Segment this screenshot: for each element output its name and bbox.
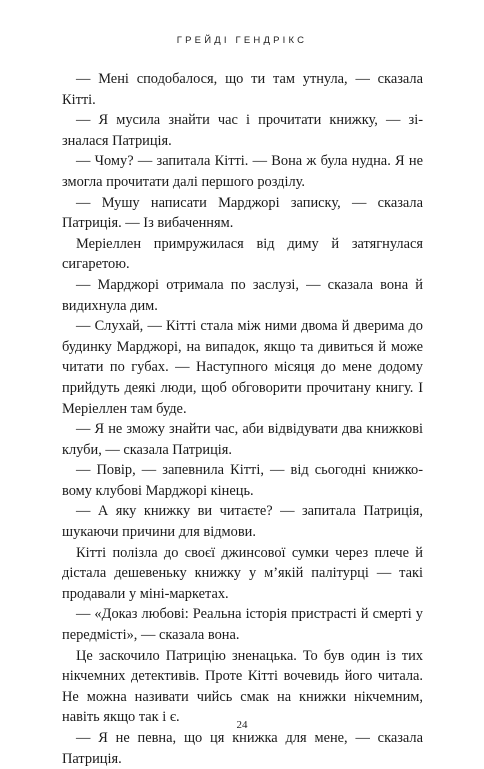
paragraph: Це заскочило Патрицію зненацька. То був один із тих нікчемних детективів. Проте Кітті вочевидь його читала. Не можна називати чийсь смак на книжки нікчемним, навіть якщо так і є.: [62, 647, 423, 726]
running-head: ГРЕЙДІ ГЕНДРІКС: [176, 35, 308, 46]
paragraph: — Мені сподобалося, що ти там утнула, — сказала Кітті.: [62, 71, 423, 108]
page-number: 24: [236, 719, 248, 731]
paragraph: — Чому? — запитала Кітті. — Вона ж була нудна. Я не змогла прочитати далі першого розділу.: [62, 153, 423, 190]
paragraph: — «Доказ любові: Реальна історія пристрасті й смерті у передмісті», — сказала вона.: [62, 606, 423, 644]
paragraph: Кітті полізла до своєї джинсової сумки через плече й дістала дешевеньку книжку у м’якій палітурці — такі продавали у міні-маркетах.: [62, 544, 423, 602]
paragraph: — Мушу написати Марджорі записку, — сказала Патриція. — Із вибаченням.: [62, 194, 423, 232]
body-text: [62, 69, 423, 769]
paragraph: — Марджорі отримала по заслузі, — сказала вона й видихнула дим.: [62, 276, 423, 314]
paragraph: — А яку книжку ви читаєте? — запитала Патриція, шукаючи причини для відмови.: [62, 503, 423, 541]
paragraph: — Повір, — запевнила Кітті, — від сьогодні книжковому клубові Марджорі кінець.: [62, 462, 423, 499]
paragraph: — Я не зможу знайти час, аби відвідувати два книжкові клуби, — сказала Патриція.: [62, 421, 423, 458]
paragraph: — Слухай, — Кітті стала між ними двома й дверима до будинку Марджорі, на випадок, якщо та дивиться й може читати по губах. — Наступного місяця до мене додому прийдуть деякі люди, щоб обговорити прочитану книгу. І Меріеллен там буде.: [62, 318, 423, 417]
paragraph: Меріеллен примружилася від диму й затягнулася сигаретою.: [62, 235, 423, 273]
paragraph: — Я не певна, що ця книжка для мене, — сказала Патриція.: [62, 730, 423, 767]
paragraph: — Я мусила знайти час і прочитати книжку, — зізналася Патриція.: [62, 112, 423, 149]
